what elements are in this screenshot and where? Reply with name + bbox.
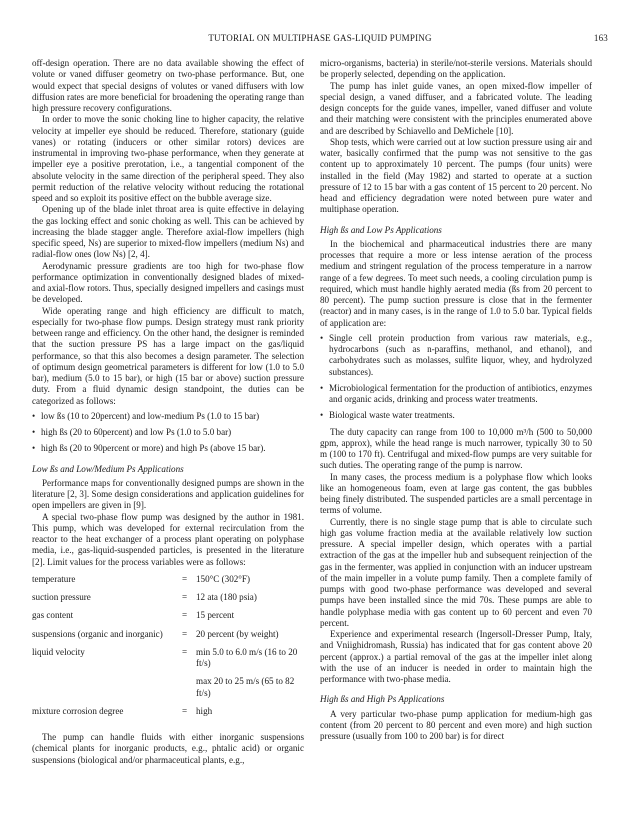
- section-heading: Low ßs and Low/Medium Ps Applications: [32, 463, 184, 474]
- eq-cell: [182, 676, 196, 706]
- param-cell: [32, 676, 182, 706]
- application-list: [320, 333, 592, 422]
- list-item: • Single cell protein production from various raw materials, e.g., hydrocarbons (such as n-paraffins, methanol, and ethanol), and carbohydrates such as molasses, sulfite liquor, whey, and hydrolyzed substances).: [320, 333, 592, 378]
- value-cell: max 20 to 25 m/s (65 to 82 ft/s): [196, 676, 295, 698]
- param-cell: mixture corrosion degree: [32, 705, 124, 716]
- value-cell: min 5.0 to 6.0 m/s (16 to 20 ft/s): [196, 646, 298, 668]
- list-item: • high ßs (20 to 60percent) and low Ps (1.0 to 5.0 bar): [32, 427, 304, 438]
- paragraph: The duty capacity can range from 100 to 10,000 m³/h (500 to 50,000 gpm, approx), while the head range is much narrower, typically 30 to 50 m (100 to 170 ft). Centrifugal and mixed-flow pumps are very suitable for such duties. The operating range of the pump is narrow.: [320, 426, 592, 471]
- paragraph: Performance maps for conventionally designed pumps are shown in the literature [2, 3]. Some design considerations and application guidelines for open impellers are given in [9].: [32, 477, 304, 511]
- list-item: • low ßs (10 to 20percent) and low-medium Ps (1.0 to 15 bar): [32, 411, 304, 422]
- table-row: [32, 610, 304, 628]
- paragraph: In order to move the sonic choking line to higher capacity, the relative velocity at impeller eye should be reduced. Therefore, stationary (guide vanes) or rotating (inducers or other similar rotors) devices are instrumental in improving two-phase performance, when they generate at impeller eye a positive prerotation, i.e., a tangential component of the absolute velocity in the same direction of the peripheral speed. They also permit reduction of the relative velocity without reducing the rotational speed and so exploit its positive effect on the bubble average size.: [32, 114, 304, 203]
- table-row: [32, 676, 304, 706]
- table-row: [32, 629, 304, 647]
- paragraph: off-design operation. There are no data available showing the effect of volute or vaned diffuser geometry on two-phase performance. But, one would expect that special designs of volutes or vaned diffusers with low diffusion rates are more beneficial for broadening the operating range than high pressure recovery configurations.: [32, 58, 304, 113]
- value-cell: 20 percent (by weight): [196, 628, 279, 639]
- paragraph: Aerodynamic pressure gradients are too high for two-phase flow performance optimization in conventionally designed blades of mixed- and axial-flow rotors. Thus, specially designed impellers and casings must be developed.: [32, 260, 304, 305]
- right-column: [320, 58, 592, 742]
- paragraph: micro-organisms, bacteria) in sterile/not-sterile versions. Materials should be properly selected, depending on the application.: [320, 58, 592, 80]
- section-heading: High ßs and Low Ps Applications: [320, 224, 442, 235]
- value-cell: 15 percent: [196, 610, 235, 621]
- paragraph: The pump can handle fluids with either inorganic suspensions (chemical plants for inorganic products, e.g., phtalic acid) or organic suspensions (biological and/or pharmaceutical plants, e.g.,: [32, 732, 304, 765]
- paragraph: Currently, there is no single stage pump that is able to circulate such high gas volume fraction media at the available relatively low suction pressure. A special impeller design, which operates with a partial extraction of the gas at the impeller hub and subsequent reinjection of the gas in the fermenter, was applied in conjunction with an inducer upstream of the main impeller in a volute pump family. Then a complete family of pumps with good two-phase performance was developed and several pumps have been installed since the mid 70s. These pumps are able to handle polyphase media with gas content up to 60 percent and even 70 percent.: [320, 516, 592, 628]
- page-number: 163: [593, 33, 608, 43]
- value-cell: high: [196, 705, 213, 716]
- paragraph: A special two-phase flow pump was designed by the author in 1981. This pump, which was developed for external recirculation from the reactor to the heat exchanger of a process plant operating on polyphase media, i.e., gas-liquid-suspended particles, is presented in the literature [2]. Limit values for the process variables were as follows:: [32, 511, 304, 567]
- table-row: [32, 574, 304, 592]
- param-cell: liquid velocity: [32, 646, 85, 657]
- param-cell: suction pressure: [32, 592, 91, 602]
- param-cell: temperature: [32, 573, 76, 584]
- eq-cell: =: [182, 592, 188, 602]
- eq-cell: =: [182, 610, 188, 621]
- paragraph: Wide operating range and high efficiency are difficult to match, especially for two-phase flow pumps. Design strategy must rank priority between range and efficiency. On the other hand, the designer is reminded that the suction pressure PS has a large impact on the gas/liquid performance, so that this also becomes a design parameter. The selection of optimum design geometrical parameters is different for low (1.0 to 5.0 bar), medium (5.0 to 15 bar), or high (15 bar or above) suction pressure duty. From a fluid dynamic design standpoint, the duties can be categorized as follows:: [32, 305, 304, 406]
- paragraph: Shop tests, which were carried out at low suction pressure using air and water, basically confirmed that the pump was not sensitive to the gas content up to approximately 10 percent. The pumps (four units) were installed in the field (May 1982) and started to operate at a suction pressure of 12 to 15 bar with a gas content of 15 percent to 20 percent. No head and efficiency degradation were noted between pure water and multiphase operation.: [320, 136, 592, 215]
- table-row: [32, 592, 304, 610]
- value-cell: 150°C (302°F): [196, 573, 251, 584]
- left-column: [32, 58, 304, 766]
- duty-list: [32, 411, 304, 455]
- param-cell: suspensions (organic and inorganic): [32, 628, 163, 639]
- paragraph: The pump has inlet guide vanes, an open mixed-flow impeller of special design, a vaned diffuser, and a fabricated volute. The leading design concepts for the guide vanes, impeller, vaned diffuser and volute and their matching were consistent with the principles enumerated above and are described by Schiavello and DeMichele [10].: [320, 80, 592, 136]
- eq-cell: =: [182, 573, 188, 584]
- paragraph: In many cases, the process medium is a polyphase flow which looks like an homogeneous foam, even at large gas content, the gas bubbles being finely distributed. The suspended particles are a small percentage in terms of volume.: [320, 471, 592, 516]
- list-item: • high ßs (20 to 90percent or more) and high Ps (above 15 bar).: [32, 443, 304, 454]
- table-row: [32, 706, 304, 724]
- running-header: [32, 33, 608, 47]
- paragraph: In the biochemical and pharmaceutical industries there are many processes that require a more or less intense aeration of the process medium and stringent regulation of the process temperature in a narrow range of a few degrees. To meet such needs, a cooling circulation pump is required, which must handle highly aerated media (ßs from 20 percent to 80 percent). The pump suction pressure is close that in the fermenter (reactor) and in many cases, is in the range of 1.0 to 5.0 bar. Typical fields of application are:: [320, 238, 592, 328]
- paragraph: Opening up of the blade inlet throat area is quite effective in delaying the gas locking effect and sonic choking as well. This can be achieved by increasing the blade stagger angle. Therefore axial-flow impellers (high specific speed, Ns) are superior to mixed-flow impellers (medium Ns) and radial-flow ones (low Ns) [2, 4].: [32, 204, 304, 260]
- eq-cell: =: [182, 705, 188, 716]
- section-heading: High ßs and High Ps Applications: [320, 694, 445, 705]
- table-row: [32, 647, 304, 677]
- list-item: • Biological waste water treatments.: [320, 410, 592, 421]
- eq-cell: =: [182, 646, 188, 657]
- paragraph: A very particular two-phase pump application for medium-high gas content (from 20 percent to 80 percent and even more) and high suction pressure (usually from 100 to 200 bar) is for direct: [320, 708, 592, 741]
- limit-values-table: [32, 574, 304, 724]
- paragraph: Experience and experimental research (Ingersoll-Dresser Pump, Italy, and Vniighidromash, Russia) has indicated that for gas content above 20 percent (approx.) a partial removal of the gas at the impeller inlet along with the use of an inducer is needed in order to maintain high the performance with two-phase media.: [320, 629, 592, 684]
- value-cell: 12 ata (180 psia): [196, 592, 257, 602]
- eq-cell: =: [182, 628, 188, 639]
- list-item: • Microbiological fermentation for the production of antibiotics, enzymes and organic acids, drinking and process water treatments.: [320, 383, 592, 406]
- param-cell: gas content: [32, 610, 74, 621]
- running-title: TUTORIAL ON MULTIPHASE GAS-LIQUID PUMPING: [208, 33, 432, 43]
